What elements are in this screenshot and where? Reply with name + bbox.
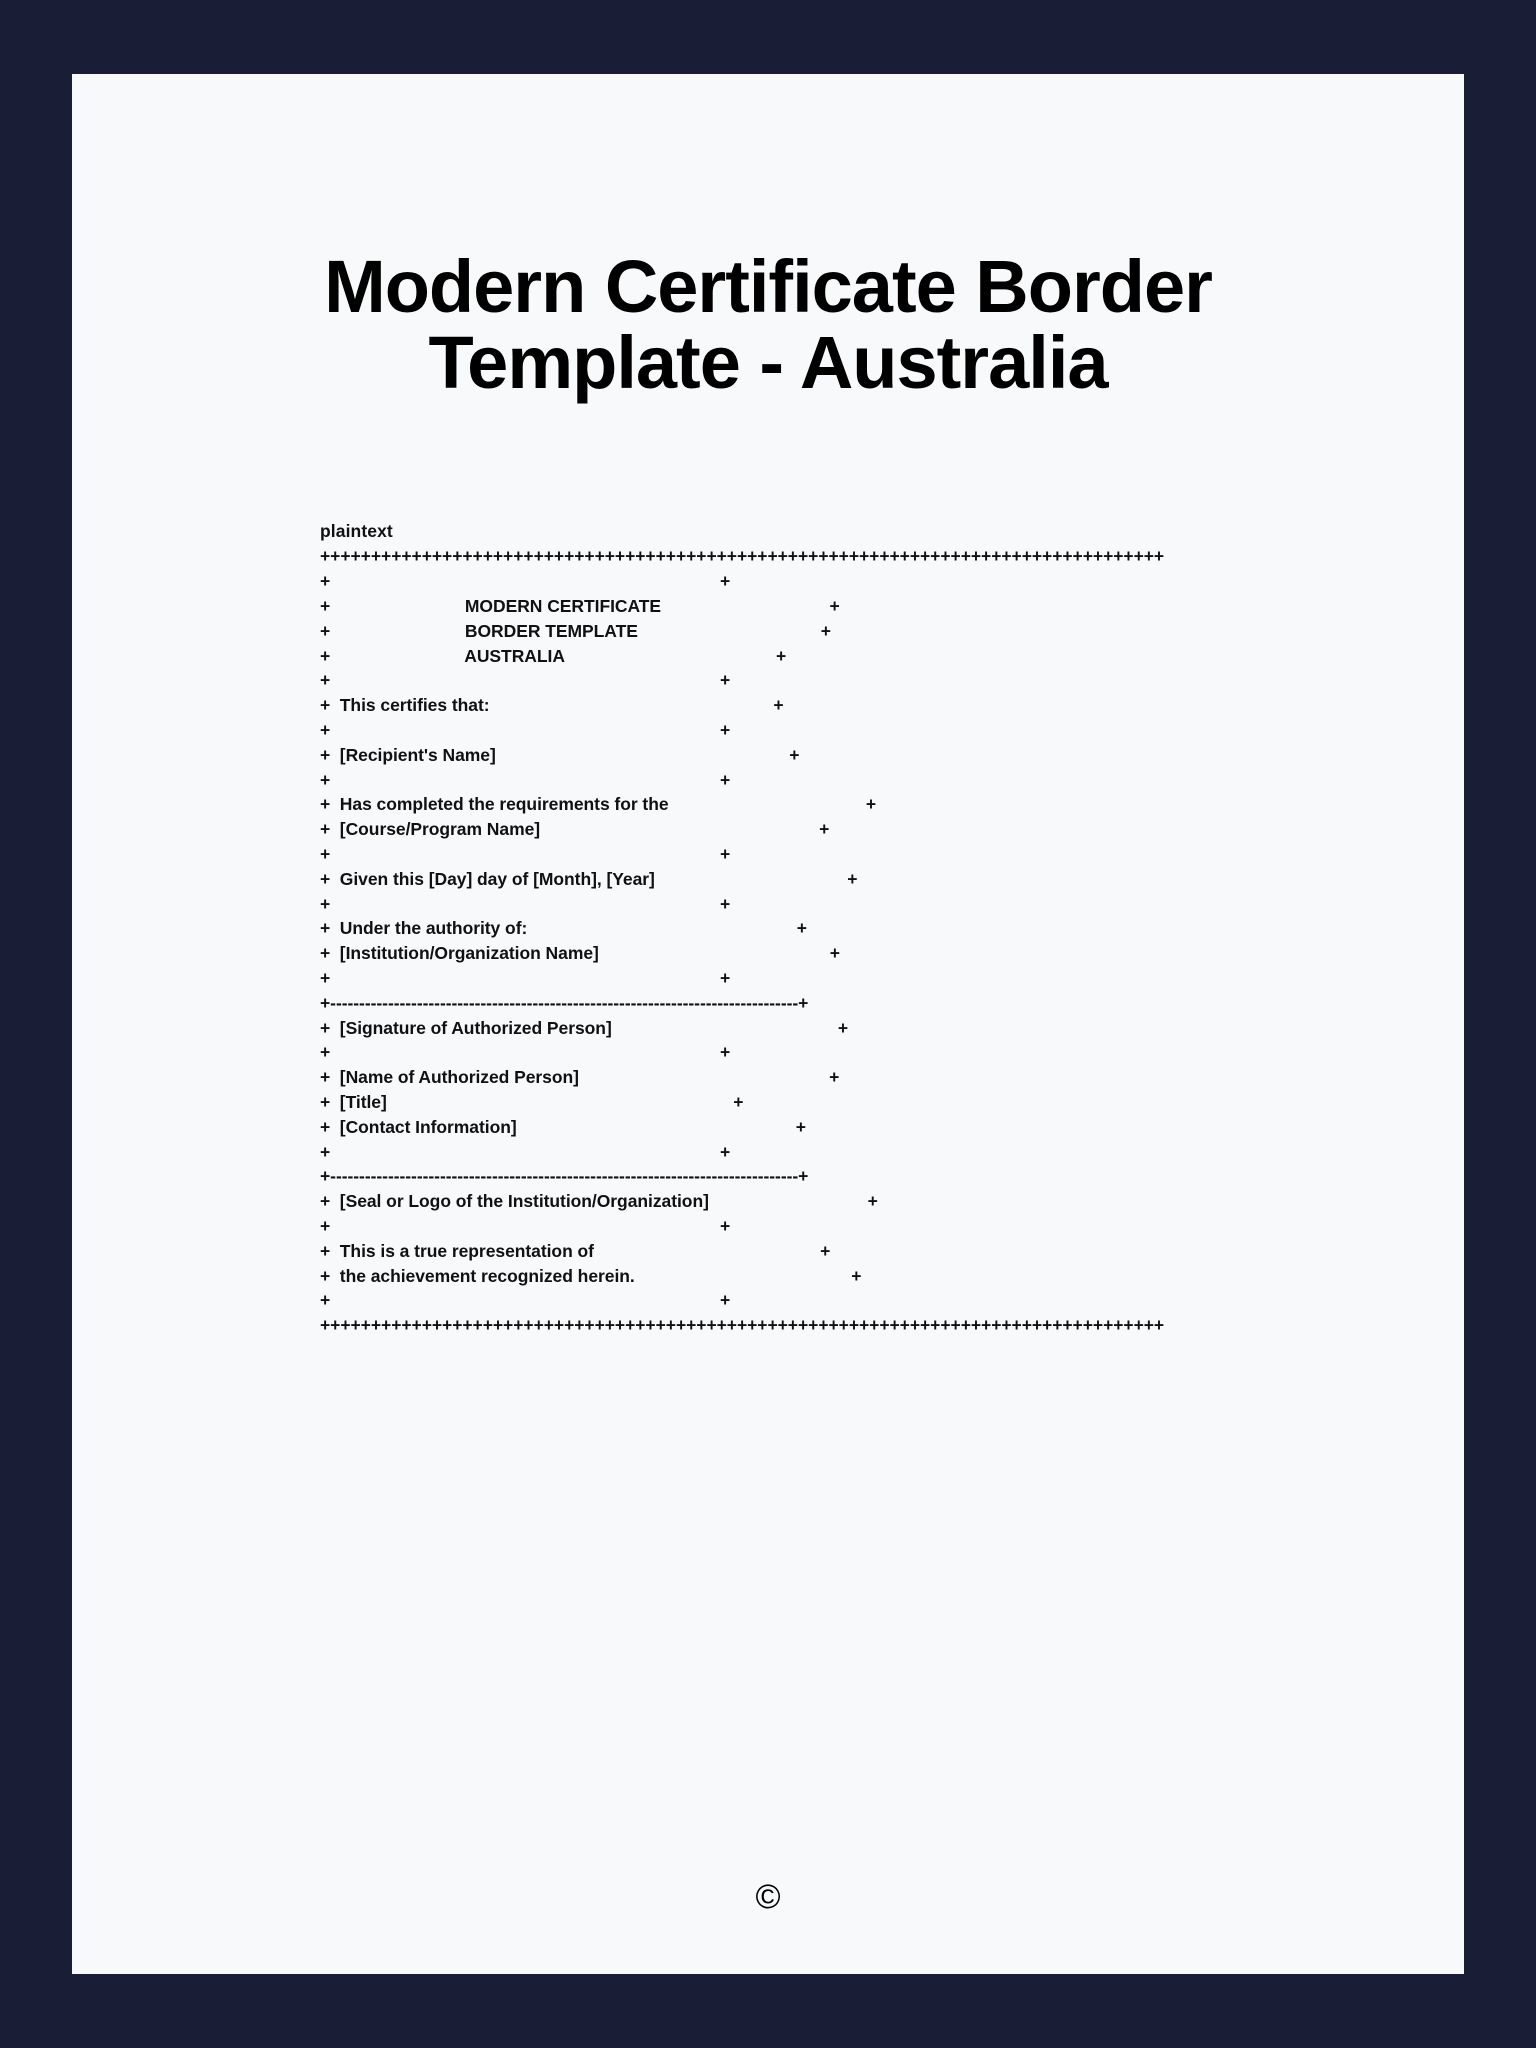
code-line: + BORDER TEMPLATE + [320, 620, 831, 641]
code-line: + + [320, 1290, 731, 1311]
code-line: +---------------------------------------------------------------------------------+ [320, 1166, 809, 1187]
code-line: + Has completed the requirements for the + [320, 794, 876, 815]
code-line: + AUSTRALIA + [320, 645, 787, 666]
code-line: + + [320, 1215, 731, 1236]
code-block [72, 401, 1464, 1338]
code-line: +++++++++++++++++++++++++++++++++++++++++++++++++++++++++++++++++++++++++++++++++++ [320, 1315, 1165, 1336]
code-line: + Under the authority of: + [320, 918, 807, 939]
code-line: + + [320, 1042, 731, 1063]
code-line: + [Title] + [320, 1091, 744, 1112]
code-line: + + [320, 769, 731, 790]
code-line: +---------------------------------------------------------------------------------+ [320, 992, 809, 1013]
code-line: + + [320, 893, 731, 914]
code-line: + [Name of Authorized Person] + [320, 1067, 840, 1088]
code-line: + + [320, 670, 731, 691]
code-line: + MODERN CERTIFICATE + [320, 596, 840, 617]
code-line: + [Seal or Logo of the Institution/Organization] + [320, 1191, 878, 1212]
page-title: Modern Certificate Border Template - Australia [324, 245, 1212, 405]
code-line: + This is a true representation of + [320, 1240, 831, 1261]
code-line-list [320, 544, 1464, 1338]
code-line: + [Recipient's Name] + [320, 744, 800, 765]
code-line: + [Institution/Organization Name] + [320, 943, 840, 964]
code-line: + + [320, 571, 731, 592]
document-page [72, 74, 1464, 1974]
code-line: + + [320, 720, 731, 741]
code-line: + + [320, 1141, 731, 1162]
code-line: + + [320, 967, 731, 988]
code-line: +++++++++++++++++++++++++++++++++++++++++++++++++++++++++++++++++++++++++++++++++++ [320, 546, 1165, 567]
code-line: + [Signature of Authorized Person] + [320, 1017, 849, 1038]
code-language-label: plaintext [320, 521, 393, 542]
code-line: + [Contact Information] + [320, 1116, 806, 1137]
code-line: + This certifies that: + [320, 695, 784, 716]
code-line: + the achievement recognized herein. + [320, 1265, 862, 1286]
code-line: + [Course/Program Name] + [320, 819, 830, 840]
code-line: + + [320, 844, 731, 864]
code-line: + Given this [Day] day of [Month], [Year] + [320, 868, 858, 889]
copyright-icon: © [755, 1878, 781, 1916]
